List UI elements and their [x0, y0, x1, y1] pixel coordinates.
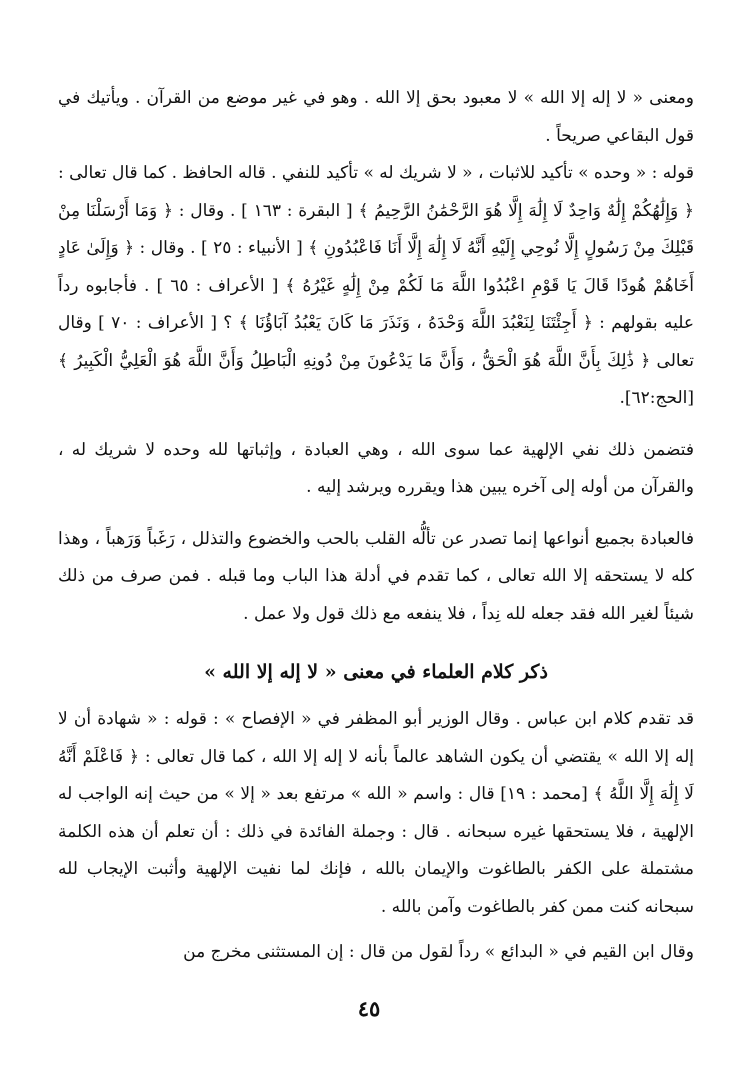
paragraph-meaning: ومعنى « لا إله إلا الله » لا معبود بحق إلا الله . وهو في غير موضع من القرآن . ويأتيك في قول البقاعي صريحاً . — [58, 88, 694, 146]
page-number: ٤٥ — [357, 996, 381, 1021]
paragraph-worship: فالعبادة بجميع أنواعها إنما تصدر عن تألُّه القلب بالحب والخضوع والتذلل ، رَغَباً وَرَهباً ، وهذا كله لا يستحقه إلا الله تعالى ، كما تقدم في أدلة هذا الباب وما قبله . فمن صرف من ذلك شيئاً لغير الله فقد جعله لله نِداً ، فلا ينفعه مع ذلك قول ولا عمل . — [58, 528, 694, 624]
paragraph-negation-affirmation: فتضمن ذلك نفي الإلهية عما سوى الله ، وهي العبادة ، وإثباتها لله وحده لا شريك له ، والقرآن من أوله إلى آخره يبين هذا ويقرره ويرشد إليه . — [58, 439, 694, 497]
paragraph-ibn-qayyim: وقال ابن القيم في « البدائع » رداً لقول من قال : إن المستثنى مخرج من — [183, 942, 694, 962]
page-body — [58, 80, 694, 972]
paragraph-scholars: قد تقدم كلام ابن عباس . وقال الوزير أبو المظفر في « الإفصاح » : قوله : « شهادة أن لا إله إلا الله » يقتضي أن يكون الشاهد عالماً بأنه لا إله إلا الله ، كما قال تعالى : ﴿ فَاعْلَمْ أَنَّهُ لَا إِلَٰهَ إِلَّا اللَّهُ ﴾ [محمد : ١٩] قال : واسم « الله » مرتفع بعد « إلا » من حيث إنه الواجب له الإلهية ، فلا يستحقها غيره سبحانه . قال : وجملة الفائدة في ذلك : أن تعلم أن هذه الكلمة مشتملة على الكفر بالطاغوت والإيمان بالله ، فإنك لما نفيت الإلهية وأثبت الإيجاب لله سبحانه كنت ممن كفر بالطاغوت وآمن بالله . — [58, 709, 694, 917]
paragraph-wahdahu: قوله : « وحده » تأكيد للاثبات ، « لا شريك له » تأكيد للنفي . قاله الحافظ . كما قال تعالى : ﴿ وَإِلَٰهُكُمْ إِلَٰهٌ وَاحِدٌ لَا إِلَٰهَ إِلَّا هُوَ الرَّحْمَٰنُ الرَّحِيمُ ﴾ [ البقرة : ١٦٣ ] . وقال : ﴿ وَمَا أَرْسَلْنَا مِنْ قَبْلِكَ مِنْ رَسُولٍ إِلَّا نُوحِي إِلَيْهِ أَنَّهُ لَا إِلَٰهَ إِلَّا أَنَا فَاعْبُدُونِ ﴾ [ الأنبياء : ٢٥ ] . وقال : ﴿ وَإِلَىٰ عَادٍ أَخَاهُمْ هُودًا قَالَ يَا قَوْمِ اعْبُدُوا اللَّهَ مَا لَكُمْ مِنْ إِلَٰهٍ غَيْرُهُ ﴾ [ الأعراف : ٦٥ ] . فأجابوه رداً عليه بقولهم : ﴿ أَجِئْتَنَا لِنَعْبُدَ اللَّهَ وَحْدَهُ ، وَنَذَرَ مَا كَانَ يَعْبُدُ آبَاؤُنَا ﴾ ؟ [ الأعراف : ٧٠ ] وقال تعالى ﴿ ذَٰلِكَ بِأَنَّ اللَّهَ هُوَ الْحَقُّ ، وَأَنَّ مَا يَدْعُونَ مِنْ دُونِهِ الْبَاطِلُ وَأَنَّ اللَّهَ هُوَ الْعَلِيُّ الْكَبِيرُ ﴾[الحج:٦٢]. — [58, 163, 694, 408]
section-heading: ذكر كلام العلماء في معنى « لا إله إلا الله » — [204, 661, 548, 683]
